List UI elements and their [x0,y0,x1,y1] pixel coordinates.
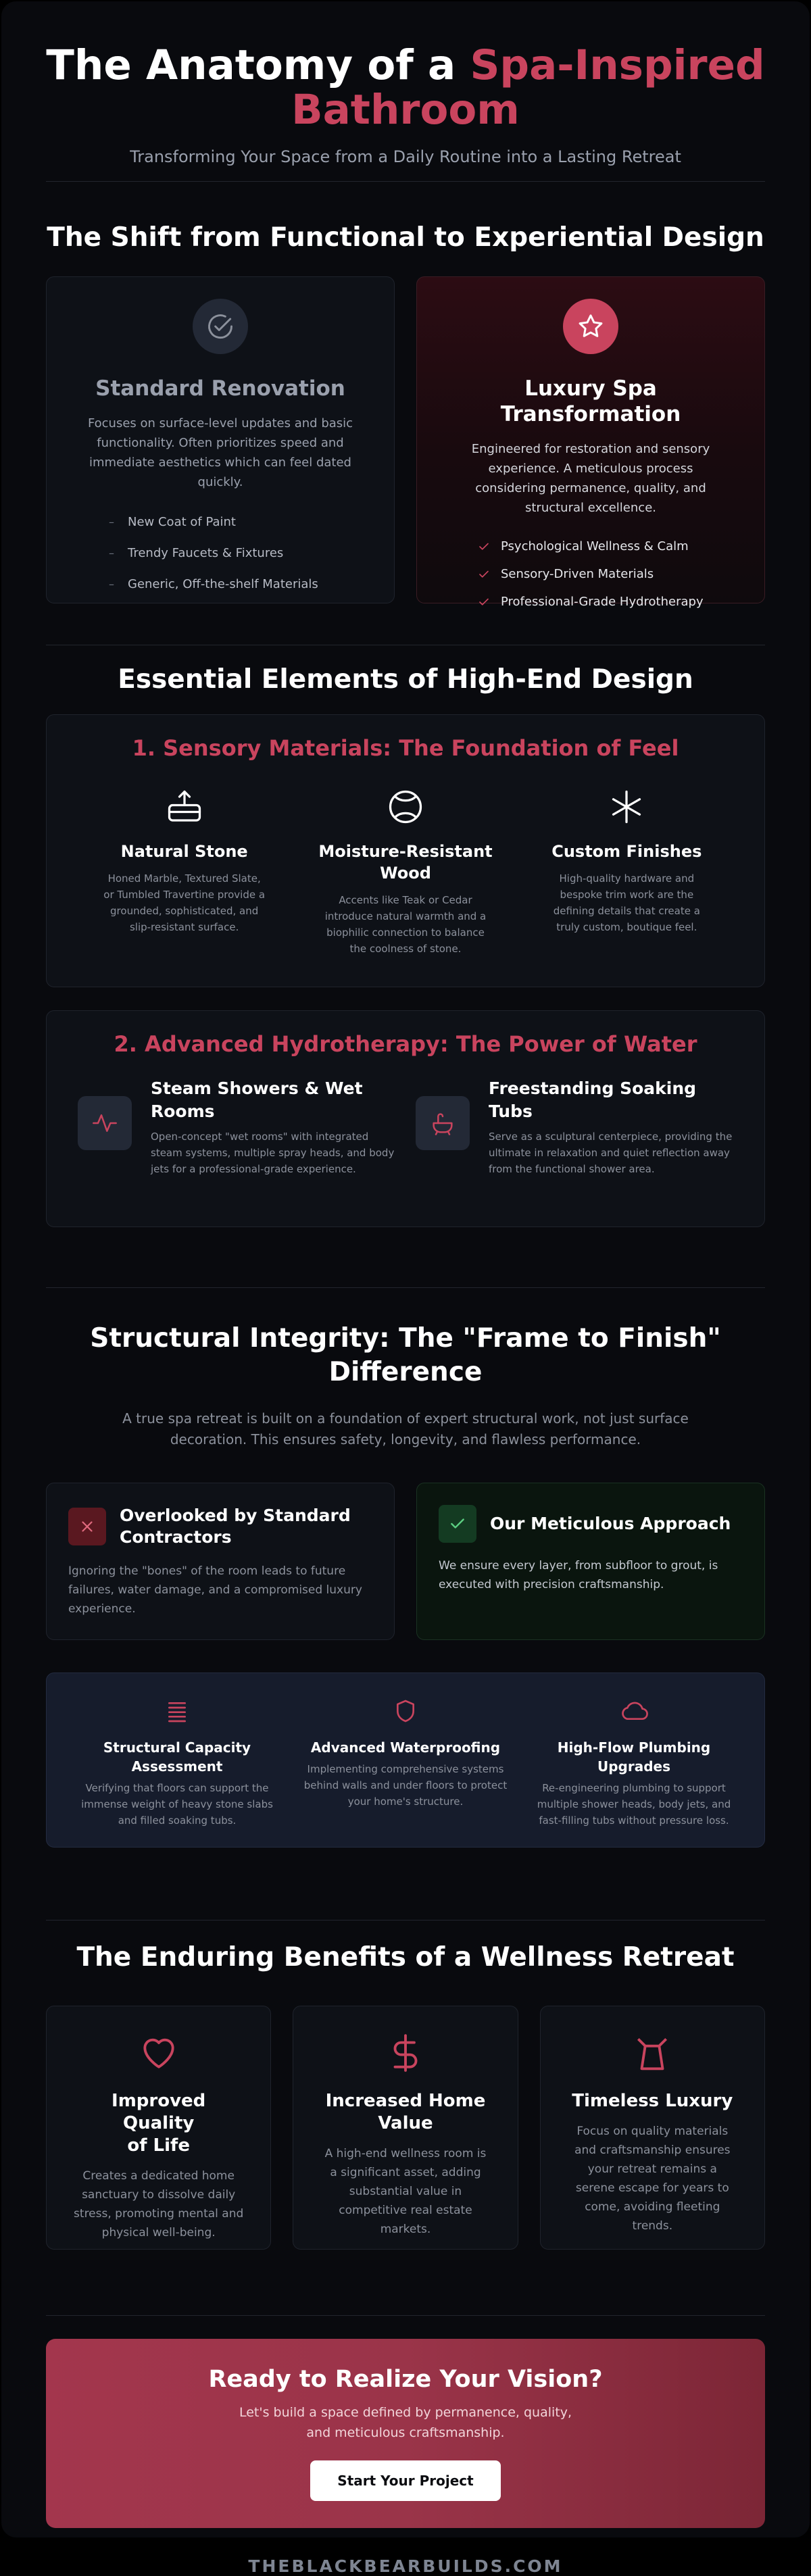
tech-plumbing: High-Flow Plumbing Upgrades Re-engineering plumbing to support multiple shower heads, body jets, and fast-filling tubs without pressure loss. [520,1698,748,1847]
infographic-page [1,1,810,2576]
star-icon [563,299,618,354]
list-item: – New Coat of Paint [109,507,353,538]
cta-banner [46,2339,765,2528]
material-natural-stone: Natural Stone Honed Marble, Textured Slate, or Tumbled Travertine provide a grounded, sophisticated, and slip-resistant surface. [74,784,295,957]
materials-title: 1. Sensory Materials: The Foundation of Feel [132,735,679,761]
cta-title: Ready to Realize Your Vision? [208,2366,603,2393]
structural-subtitle: A true spa retreat is built on a foundation of expert structural work, not just surface decoration. This ensures safety, longevity, and flawless performance. [122,1410,689,1447]
shift-section [1,182,810,645]
shift-title: The Shift from Functional to Experiential Design [47,222,764,253]
check-icon [478,568,490,580]
essentials-title: Essential Elements of High-End Design [118,664,693,695]
standard-title: Standard Renovation [95,376,345,401]
list-item: – Trendy Faucets & Fixtures [109,538,353,569]
tech-waterproofing: Advanced Waterproofing Implementing comprehensive systems behind walls and under floors to protect your home's structure. [291,1698,520,1847]
structural-section [1,1288,810,1920]
meticulous-approach-card: Our Meticulous Approach We ensure every layer, from subfloor to grout, is executed with precision craftsmanship. [416,1483,765,1640]
cta-subtitle: Let's build a space defined by permanence, quality, and meticulous craftsmanship. [239,2405,572,2440]
material-wood: Moisture-Resistant Wood Accents like Teak or Cedar introduce natural warmth and a biophilic connection to balance the coolness of stone. [295,784,516,957]
tub-icon [416,1096,470,1150]
hydro-soaking-tubs: Freestanding Soaking Tubs Serve as a sculptural centerpiece, providing the ultimate in relaxation and quiet reflection away from the functional shower area. [416,1077,733,1177]
pulse-icon [78,1096,132,1150]
stone-icon [82,784,287,830]
list-item: Sensory-Driven Materials [478,560,724,588]
standard-list [109,507,353,600]
luxury-list [478,532,724,616]
heart-icon [74,2032,243,2077]
standard-renovation-card [46,276,395,603]
material-custom-finishes: Custom Finishes High-quality hardware and bespoke trim work are the defining details that create a truly custom, boutique feel. [516,784,737,957]
cta-section [1,2316,810,2576]
dollar-icon [320,2032,490,2077]
check-icon [478,596,490,608]
benefits-title: The Enduring Benefits of a Wellness Retreat [76,1942,735,1973]
title-part-1: The Anatomy of a [46,41,456,89]
list-item: Psychological Wellness & Calm [478,532,724,560]
check-circle-icon [193,299,248,354]
list-item: Professional-Grade Hydrotherapy [478,588,724,616]
check-icon [478,541,490,553]
hydro-title: 2. Advanced Hydrotherapy: The Power of Water [114,1031,697,1057]
sensory-materials-panel [46,714,765,987]
dash-icon: – [109,547,114,560]
layers-icon [72,1698,282,1731]
standard-desc: Focuses on surface-level updates and basic functionality. Often prioritizes speed and immediate aesthetics which can feel dated quickly. [87,416,353,489]
sparkle-icon [524,784,729,830]
dash-icon: – [109,578,114,591]
dash-icon: – [109,516,114,528]
shield-icon [301,1698,510,1731]
page-subtitle: Transforming Your Space from a Daily Routine into a Lasting Retreat [130,147,681,166]
technical-panel [46,1673,765,1848]
overlooked-card: Overlooked by Standard Contractors Ignoring the "bones" of the room leads to future failures, water damage, and a compromised luxury experience. [46,1483,395,1640]
hydrotherapy-panel [46,1010,765,1227]
essentials-section [1,645,810,1287]
start-project-button[interactable]: Start Your Project [310,2460,500,2501]
luxury-spa-card [416,276,765,609]
benefit-home-value: Increased Home Value A high-end wellness room is a significant asset, adding substantial value in competitive real estate markets. [293,2006,518,2250]
title-part-3: Bathroom [291,86,520,134]
basket-icon [568,2032,737,2077]
check-icon [439,1505,476,1543]
benefit-timeless-luxury: Timeless Luxury Focus on quality materials and craftsmanship ensures your retreat remains a serene escape for years to come, avoiding fleeting trends. [540,2006,765,2250]
benefits-section [1,1921,810,2315]
title-part-2: Spa-Inspired [470,41,765,89]
cloud-icon [529,1698,739,1731]
list-item: – Generic, Off-the-shelf Materials [109,569,353,600]
tech-structural-capacity: Structural Capacity Assessment Verifying that floors can support the immense weight of heavy stone slabs and filled soaking tubs. [63,1698,291,1847]
page-title [1,43,810,132]
wood-icon [303,784,508,830]
benefit-quality-of-life: Improved Quality of Life Creates a dedicated home sanctuary to dissolve daily stress, promoting mental and physical well-being. [46,2006,271,2250]
luxury-title: Luxury Spa Transformation [500,376,681,426]
header [1,1,810,181]
footer-brand: THEBLACKBEARBUILDS.COM [248,2556,563,2576]
hydro-steam-showers: Steam Showers & Wet Rooms Open-concept "wet rooms" with integrated steam systems, multiple spray heads, and body jets for a professional-grade experience. [78,1077,395,1177]
luxury-desc: Engineered for restoration and sensory experience. A meticulous process considering permanence, quality, and structural excellence. [471,442,710,515]
structural-title: Structural Integrity: The "Frame to Finish" Difference [90,1323,721,1387]
x-icon [68,1508,106,1545]
